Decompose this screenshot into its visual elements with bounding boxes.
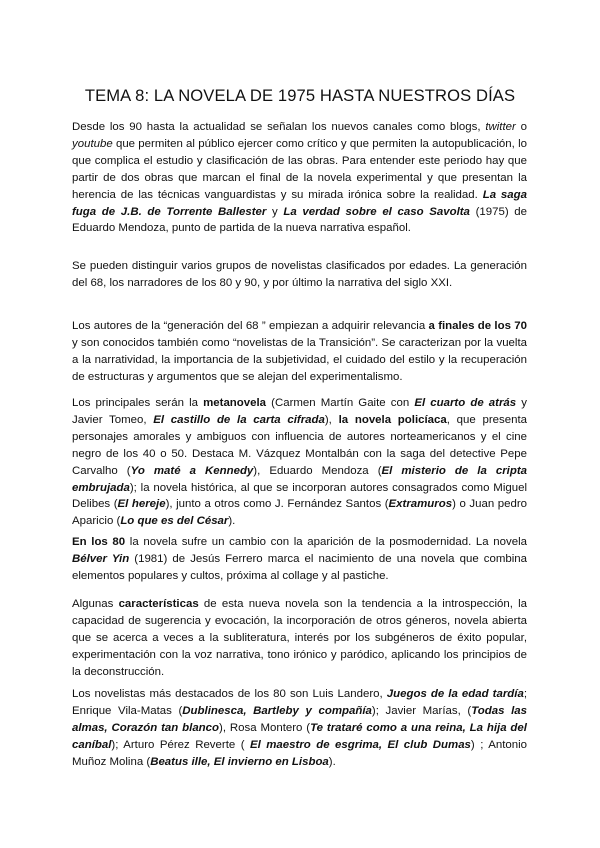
body-text: y Javier Tomeo, xyxy=(72,397,527,426)
paragraph-groups xyxy=(72,258,527,292)
emphasized-text: El misterio de la cripta embrujada xyxy=(72,464,528,494)
body-text: y son conocidos también como “novelistas de la Transición”. Se caracterizan por la vuelta a la narratividad, la importancia de la subjetividad, el cuidado del estilo y la recuperación de estructuras y argumentos que se alejan del experimentalismo. xyxy=(72,336,527,383)
body-text: ) o Juan pedro Aparicio ( xyxy=(72,498,527,528)
body-text: , que presenta personajes amorales y ambiguos con influencia de autores norteamericanos y el cine negro de los 40 o 50. Destaca M. Vázquez Montalbán con la saga del detective Pepe Carvalho ( xyxy=(72,413,527,477)
body-text: Se pueden distinguir varios grupos de novelistas clasificados por edades. La generación del 68, los narradores de los 80 y 90, y por último la narrativa del siglo XXI. xyxy=(72,260,527,289)
body-text: ), xyxy=(324,413,339,426)
body-text: ). xyxy=(228,515,236,528)
body-text: Los novelistas más destacados de los 80 son Luis Landero, xyxy=(72,688,387,700)
paragraph-principales xyxy=(72,395,527,530)
body-text: Los principales serán la xyxy=(72,397,204,409)
emphasized-text: El maestro de esgrima, El club Dumas xyxy=(249,738,471,751)
body-text: ), Rosa Montero ( xyxy=(219,721,311,734)
paragraph-intro xyxy=(72,119,527,237)
emphasized-text: Todas las almas, Corazón tan blanco xyxy=(72,704,527,734)
italic-text: youtube xyxy=(72,137,113,150)
body-text: ); Javier Marías, ( xyxy=(371,704,472,717)
emphasized-text: El cuarto de atrás xyxy=(414,397,517,409)
emphasized-text: Yo maté a Kennedy xyxy=(130,464,254,477)
body-text: Los autores de la “generación del 68 ” empiezan a adquirir relevancia xyxy=(72,320,429,332)
emphasized-text: Juegos de la edad tardía xyxy=(386,688,524,700)
body-text: ). xyxy=(328,755,336,768)
body-text: (Carmen Martín Gaite con xyxy=(266,397,415,409)
paragraph-los-80 xyxy=(72,534,527,585)
emphasized-text: Extramuros xyxy=(388,498,453,511)
body-text: ) ; Antonio Muñoz Molina ( xyxy=(72,738,527,768)
page-title: TEMA 8: LA NOVELA DE 1975 HASTA NUESTROS DÍAS xyxy=(84,86,516,105)
emphasized-text: La verdad sobre el caso Savolta xyxy=(283,205,470,218)
body-text: o xyxy=(515,121,527,133)
body-text: ; Enrique Vila-Matas ( xyxy=(72,688,528,717)
emphasized-text: Dublinesca, Bartleby y compañía xyxy=(182,704,372,717)
emphasized-text: Lo que es del César xyxy=(120,515,229,528)
body-text: ), Eduardo Mendoza ( xyxy=(253,464,382,477)
body-text: ), junto a otros como J. Fernández Santos ( xyxy=(165,498,389,511)
body-text: de esta nueva novela son la tendencia a la introspección, la capacidad de sugerencia y evocación, la incorporación de otros géneros, novela abierta que se acerca a veces a la subliteratura, interés por los subgéneros de éxito popular, experimentación con la voz narrativa, tono irónico y paródico, aplicando los principios de la deconstrucción. xyxy=(72,598,528,678)
body-text: (1981) de Jesús Ferrero marca el nacimiento de una novela que combina elementos populares y cultos, próxima al collage y al pastiche. xyxy=(72,552,527,582)
body-text: y xyxy=(266,205,284,218)
paragraph-generacion-68 xyxy=(72,318,527,386)
emphasized-text: a finales de los 70 xyxy=(428,320,527,332)
body-text: ); la novela histórica, al que se incorporan autores consagrados como Miguel Delibes ( xyxy=(72,481,527,511)
body-text: Algunas xyxy=(72,598,119,610)
emphasized-text: Bélver Yin xyxy=(72,552,130,565)
italic-text: twitter xyxy=(485,121,516,133)
emphasized-text: El castillo de la carta cifrada xyxy=(153,413,325,426)
emphasized-text: El hereje xyxy=(117,498,166,511)
emphasized-text: La saga fuga de J.B. de Torrente Ballester xyxy=(72,188,527,218)
body-text: la novela sufre un cambio con la aparición de la posmodernidad. La novela xyxy=(125,536,528,548)
emphasized-text: metanovela xyxy=(203,397,267,409)
body-text: ); Arturo Pérez Reverte ( xyxy=(111,738,250,751)
emphasized-text: Te trataré como a una reina, La hija del caníbal xyxy=(72,721,527,751)
paragraph-caracteristicas xyxy=(72,596,527,681)
body-text: Desde los 90 hasta la actualidad se señalan los nuevos canales como blogs, xyxy=(72,121,486,133)
body-text: (1975) de Eduardo Mendoza, punto de partida de la nueva narrativa español. xyxy=(72,205,528,235)
emphasized-text: la novela policíaca xyxy=(338,413,447,426)
emphasized-text: Beatus ille, El invierno en Lisboa xyxy=(150,755,329,768)
paragraph-novelistas-80 xyxy=(72,686,527,771)
body-text: que permiten al público ejercer como crítico y que permiten la autopublicación, lo que complica el estudio y clasificación de las obras. Para entender este periodo hay que partir de dos obras que marcan el final de la novela experimental y que presentan la herencia de las técnicas vanguardistas y su mirada irónica sobre la realidad. xyxy=(72,137,527,201)
emphasized-text: En los 80 xyxy=(72,536,126,548)
emphasized-text: características xyxy=(118,598,199,610)
